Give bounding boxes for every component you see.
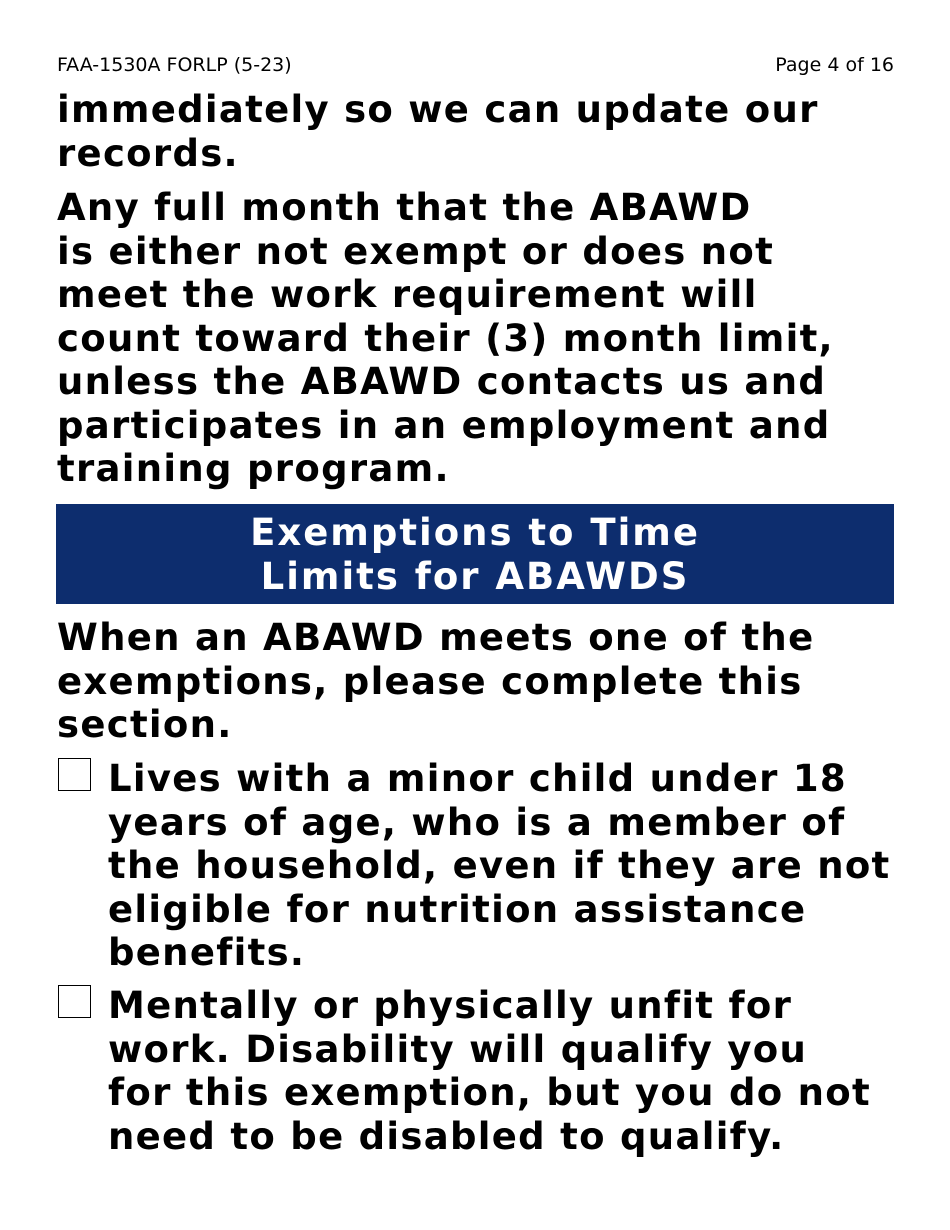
page-number: Page 4 of 16 [775, 54, 894, 76]
text-line: Mentally or physically unfit for [108, 984, 793, 1027]
paragraph-update-records [57, 88, 907, 175]
text-line: training program. [57, 447, 450, 490]
text-line: eligible for nutrition assistance [108, 887, 807, 931]
section-heading-banner [56, 504, 894, 604]
section-title-line: Exemptions to Time [250, 511, 700, 554]
text-line: years of age, who is a member of [108, 800, 846, 844]
checkbox-unfit-for-work[interactable] [58, 985, 91, 1018]
text-line: unless the ABAWD contacts us and [57, 360, 827, 403]
text-line: immediately so we can update our [57, 88, 819, 131]
text-line: section. [57, 703, 233, 746]
paragraph-time-limit [57, 186, 907, 491]
text-line: count toward their (3) month limit, [57, 316, 834, 360]
page-header [57, 52, 894, 78]
form-id: FAA-1530A FORLP (5-23) [57, 54, 292, 76]
section-intro [57, 616, 907, 747]
text-line: When an ABAWD meets one of the [57, 616, 815, 659]
text-line: Lives with a minor child under 18 [108, 757, 847, 800]
checkbox-minor-child[interactable] [58, 758, 91, 791]
text-line: participates in an employment and [57, 403, 831, 447]
text-line: need to be disabled to qualify. [108, 1114, 785, 1158]
text-line: is either not exempt or does not [57, 229, 775, 273]
exemption-label [108, 757, 891, 975]
text-line: benefits. [108, 931, 306, 974]
text-line: work. Disability will qualify you [108, 1027, 808, 1071]
text-line: Any full month that the ABAWD [57, 186, 752, 229]
exemption-label [108, 984, 871, 1158]
section-title-line: Limits for ABAWDS [260, 555, 690, 598]
text-line: meet the work requirement will [57, 273, 758, 316]
text-line: exemptions, please complete this [57, 659, 803, 703]
text-line: records. [57, 131, 239, 175]
text-line: the household, even if they are not [108, 844, 891, 887]
text-line: for this exemption, but you do not [108, 1071, 872, 1114]
